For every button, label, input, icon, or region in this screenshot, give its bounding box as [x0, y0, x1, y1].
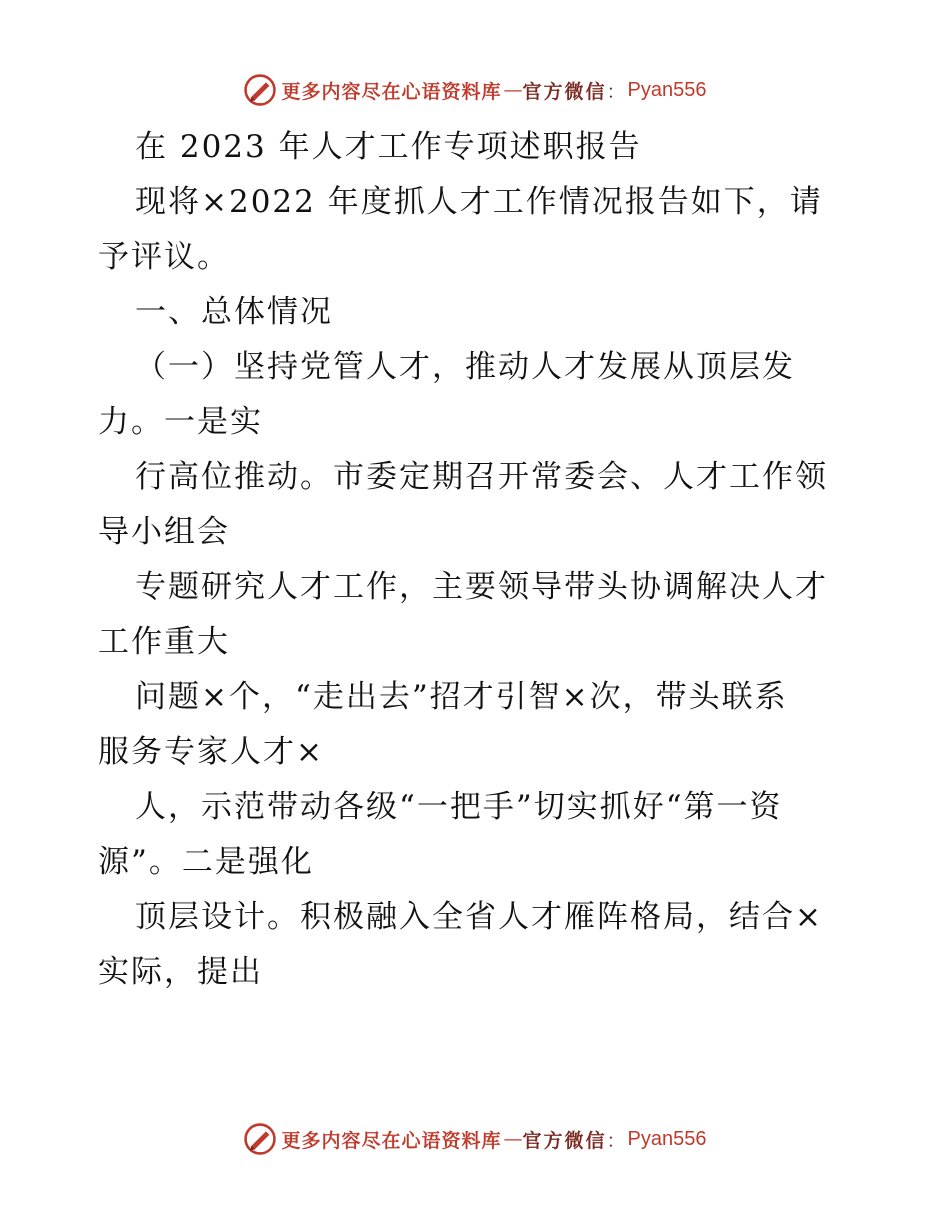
pen-nib-logo-icon	[243, 73, 277, 107]
header-banner	[0, 70, 950, 110]
banner-colon: ：	[606, 1129, 626, 1152]
paragraph-line: 问题×个，“走出去”招才引智×次，带头联系	[135, 679, 788, 715]
banner-separator: —	[503, 79, 521, 101]
paragraph-line: 顶层设计。积极融入全省人才雁阵格局，结合×	[135, 899, 823, 935]
footer-banner	[0, 1119, 950, 1159]
paragraph-line: 实际，提出	[98, 954, 263, 990]
paragraph-line: 源”。二是强化	[98, 844, 314, 880]
banner-wechat-id: Pyan556	[627, 1127, 707, 1150]
paragraph-line: 专题研究人才工作，主要领导带头协调解决人才	[135, 569, 828, 605]
pen-nib-logo-icon	[243, 1122, 277, 1156]
paragraph-line: 人，示范带动各级“一把手”切实抓好“第一资	[135, 789, 783, 825]
paragraph-line: 导小组会	[98, 514, 230, 550]
paragraph-line: 行高位推动。市委定期召开常委会、人才工作领	[135, 459, 828, 495]
banner-promo-text: 更多内容尽在心语资料库	[281, 80, 502, 103]
paragraph-line: 工作重大	[98, 624, 230, 660]
document-title: 在 2023 年人才工作专项述职报告	[135, 129, 642, 165]
subsection-heading: （一）坚持党管人才，推动人才发展从顶层发	[135, 349, 795, 385]
paragraph-line: 现将×2022 年度抓人才工作情况报告如下，请	[135, 184, 823, 220]
paragraph-line: 力。一是实	[98, 404, 263, 440]
banner-separator: —	[503, 1128, 521, 1150]
banner-promo-text: 更多内容尽在心语资料库	[281, 1129, 502, 1152]
document-body	[98, 120, 858, 1000]
banner-wechat-id: Pyan556	[627, 78, 707, 101]
banner-official-label: 官方微信	[522, 80, 607, 103]
paragraph-line: 予评议。	[98, 239, 230, 275]
banner-colon: ：	[606, 80, 626, 103]
paragraph-line: 服务专家人才×	[98, 734, 324, 770]
section-heading: 一、总体情况	[135, 294, 333, 330]
banner-official-label: 官方微信	[522, 1129, 607, 1152]
